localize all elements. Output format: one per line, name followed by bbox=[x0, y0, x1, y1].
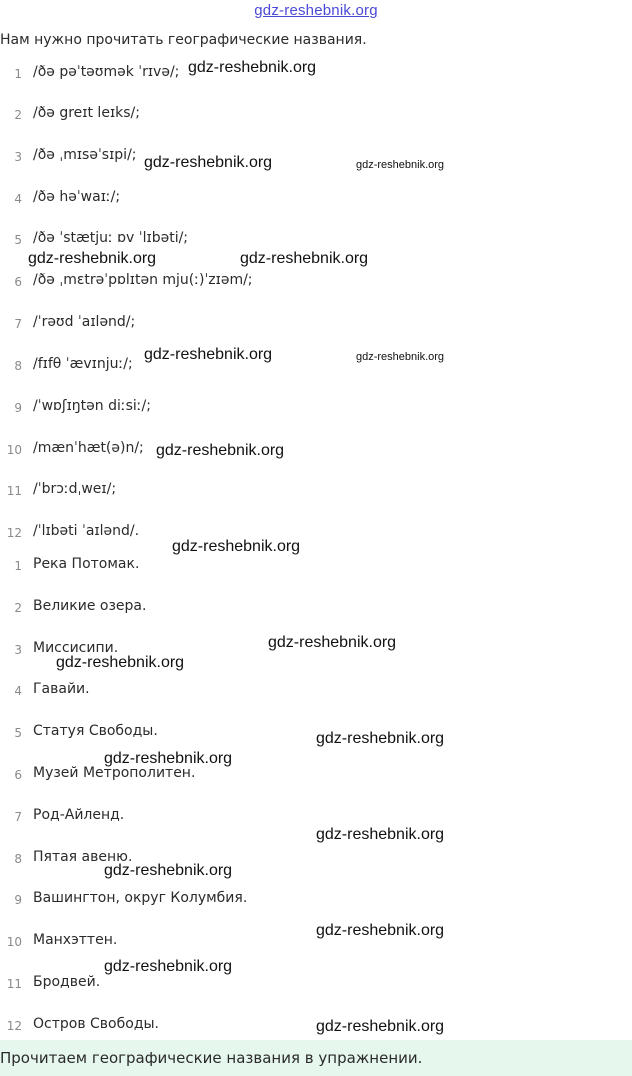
item-text: /mænˈhæt(ə)n/; bbox=[33, 440, 144, 456]
item-number: 5 bbox=[14, 233, 22, 247]
item-number: 1 bbox=[14, 67, 22, 81]
footer-text: Прочитаем географические названия в упражнении. bbox=[0, 1049, 423, 1067]
item-text: Бродвей. bbox=[33, 974, 101, 990]
item-number: 6 bbox=[14, 275, 22, 289]
site-header[interactable]: gdz-reshebnik.org bbox=[254, 2, 378, 19]
item-text: /ðə greɪt leɪks/; bbox=[33, 105, 140, 121]
item-text: Миссисипи. bbox=[33, 640, 119, 656]
item-text: /ˈbrɔːdˌweɪ/; bbox=[33, 481, 117, 497]
item-text: /ðə həˈwaɪː/; bbox=[33, 189, 121, 205]
item-text: Манхэттен. bbox=[33, 932, 118, 948]
item-text: Остров Свободы. bbox=[33, 1016, 159, 1032]
item-number: 12 bbox=[6, 526, 22, 540]
item-number: 7 bbox=[14, 317, 22, 331]
item-text: /ðə ˌmɛtrəˈpɒlɪtən mju(ː)ˈzɪəm/; bbox=[33, 272, 253, 288]
list-item bbox=[0, 598, 632, 620]
item-text: Пятая авеню. bbox=[33, 849, 133, 865]
item-number: 8 bbox=[14, 359, 22, 373]
item-number: 9 bbox=[14, 401, 22, 415]
item-number: 4 bbox=[14, 684, 22, 698]
watermark: gdz-reshebnik.org bbox=[144, 154, 273, 171]
item-text: /ˈwɒʃɪŋtən diːsiː/; bbox=[33, 398, 151, 414]
list-item bbox=[0, 147, 632, 169]
item-text: /ðə ˌmɪsəˈsɪpi/; bbox=[33, 147, 137, 163]
item-number: 6 bbox=[14, 768, 22, 782]
item-number: 12 bbox=[6, 1019, 22, 1033]
item-number: 5 bbox=[14, 726, 22, 740]
item-text: Гавайи. bbox=[33, 681, 90, 697]
list-item bbox=[0, 189, 632, 211]
list-item bbox=[0, 481, 632, 503]
item-text: Вашингтон, округ Колумбия. bbox=[33, 890, 248, 906]
footer-bar bbox=[0, 1040, 632, 1076]
item-number: 4 bbox=[14, 192, 22, 206]
list-item bbox=[0, 765, 632, 787]
list-item bbox=[0, 890, 632, 912]
list-item bbox=[0, 523, 632, 545]
list-item bbox=[0, 849, 632, 871]
list-item bbox=[0, 440, 632, 462]
watermark: gdz-reshebnik.org bbox=[188, 59, 317, 76]
list-item bbox=[0, 974, 632, 996]
watermark: gdz-reshebnik.org bbox=[316, 730, 445, 747]
watermark: gdz-reshebnik.org bbox=[356, 351, 445, 363]
item-text: Статуя Свободы. bbox=[33, 723, 158, 739]
list-item bbox=[0, 356, 632, 378]
list-item bbox=[0, 230, 632, 252]
item-number: 10 bbox=[6, 935, 22, 949]
item-number: 3 bbox=[14, 643, 22, 657]
watermark: gdz-reshebnik.org bbox=[268, 634, 397, 651]
watermark: gdz-reshebnik.org bbox=[156, 442, 285, 459]
watermark: gdz-reshebnik.org bbox=[316, 1018, 445, 1035]
list-item bbox=[0, 314, 632, 336]
list-item bbox=[0, 105, 632, 127]
list-item bbox=[0, 398, 632, 420]
item-number: 9 bbox=[14, 893, 22, 907]
watermark: gdz-reshebnik.org bbox=[144, 346, 273, 363]
watermark: gdz-reshebnik.org bbox=[104, 862, 233, 879]
item-number: 11 bbox=[6, 484, 22, 498]
item-text: /fɪfθ ˈævɪnjuː/; bbox=[33, 356, 133, 372]
item-number: 2 bbox=[14, 108, 22, 122]
item-number: 8 bbox=[14, 852, 22, 866]
watermark: gdz-reshebnik.org bbox=[316, 922, 445, 939]
intro-text: Нам нужно прочитать географические названия. bbox=[0, 32, 367, 48]
watermark: gdz-reshebnik.org bbox=[240, 250, 369, 267]
item-text: Род-Айленд. bbox=[33, 807, 125, 823]
item-number: 3 bbox=[14, 150, 22, 164]
list-item bbox=[0, 556, 632, 578]
list-item bbox=[0, 681, 632, 703]
watermark: gdz-reshebnik.org bbox=[356, 159, 445, 171]
watermark: gdz-reshebnik.org bbox=[28, 250, 157, 267]
watermark: gdz-reshebnik.org bbox=[104, 958, 233, 975]
item-text: Музей Метрополитен. bbox=[33, 765, 196, 781]
item-text: Великие озера. bbox=[33, 598, 147, 614]
list-item bbox=[0, 272, 632, 294]
item-number: 11 bbox=[6, 977, 22, 991]
watermark: gdz-reshebnik.org bbox=[56, 654, 185, 671]
watermark: gdz-reshebnik.org bbox=[104, 750, 233, 767]
item-text: /ðə ˈstætjuː ɒv ˈlɪbəti/; bbox=[33, 230, 189, 246]
item-text: Река Потомак. bbox=[33, 556, 140, 572]
item-text: /ðə pəˈtəʊmək ˈrɪvə/; bbox=[33, 64, 180, 80]
item-number: 1 bbox=[14, 559, 22, 573]
watermark: gdz-reshebnik.org bbox=[172, 538, 301, 555]
item-text: /ˈrəʊd ˈaɪlənd/; bbox=[33, 314, 136, 330]
item-number: 2 bbox=[14, 601, 22, 615]
watermark: gdz-reshebnik.org bbox=[316, 826, 445, 843]
item-number: 7 bbox=[14, 810, 22, 824]
item-number: 10 bbox=[6, 443, 22, 457]
item-text: /ˈlɪbəti ˈaɪlənd/. bbox=[33, 523, 140, 539]
